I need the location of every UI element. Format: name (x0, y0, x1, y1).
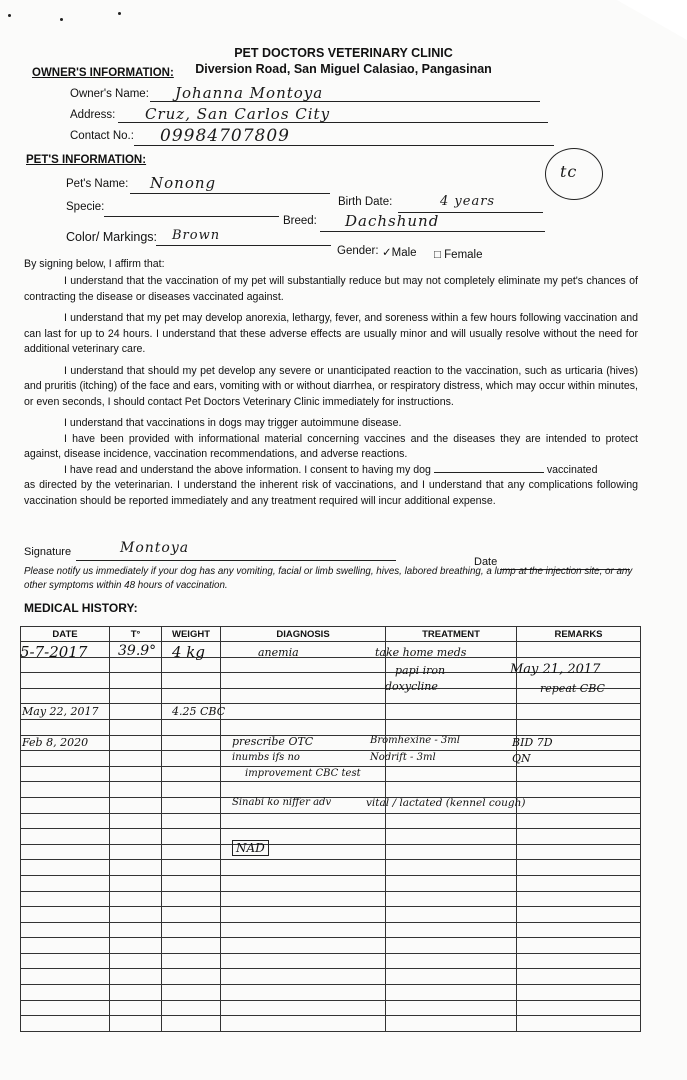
col-date: DATE (21, 627, 110, 642)
notice-text: Please notify us immediately if your dog has any vomiting, facial or limb swelling, hives, labored breathing, a lump at the injection site, or any other symptoms within 48 hours of vaccination. (24, 566, 633, 591)
gender-male-checkbox: ✓Male (382, 247, 417, 259)
table-body (21, 642, 641, 1032)
entry-r6-remarks: BID 7D (512, 736, 553, 749)
entry-r8-diagnosis: improvement CBC test (245, 768, 361, 779)
signature-label: Signature (24, 546, 72, 558)
entry-r1-temp: 39.9° (118, 643, 157, 659)
table-row (21, 1016, 641, 1032)
consent-p6-start: I have read and understand the above information. I consent to having my dog (64, 463, 431, 476)
entry-r2-treatment: papi iron (395, 664, 446, 677)
contact-value: 09984707809 (160, 126, 290, 146)
entry-r1-remarks: May 21, 2017 (510, 662, 601, 677)
birth-date-value: 4 years (440, 194, 496, 209)
table-row (21, 875, 641, 891)
clinic-address: Diversion Road, San Miguel Calasiao, Pangasinan (195, 62, 492, 76)
breed-label: Breed: (283, 215, 317, 227)
table-row (21, 642, 641, 658)
specie-label: Specie: (66, 201, 105, 213)
entry-r3-treatment: doxycline (385, 680, 438, 693)
medical-history-heading: MEDICAL HISTORY: (24, 601, 138, 615)
gender-female-checkbox: □ Female (434, 249, 483, 261)
folded-corner (617, 0, 687, 40)
vaccine-blank (434, 472, 544, 473)
owner-name-label: Owner's Name: (70, 88, 149, 100)
breed-value: Dachshund (345, 212, 440, 230)
table-row (21, 704, 641, 720)
pet-name-line (130, 193, 330, 194)
entry-r4-weight: 4.25 CBC (172, 705, 226, 718)
birth-date-label: Birth Date: (338, 196, 393, 208)
entry-r7-remarks: QN (512, 752, 531, 765)
col-weight: WEIGHT (162, 627, 221, 642)
gender-female-label: Female (444, 249, 483, 261)
circled-mark-text: tc (560, 162, 578, 181)
table-row (21, 860, 641, 876)
table-row (21, 969, 641, 985)
color-label: Color/ Markings: (66, 230, 157, 244)
scan-speck (60, 18, 63, 21)
table-row (21, 985, 641, 1001)
gender-male-label: Male (391, 247, 417, 259)
col-diagnosis: DIAGNOSIS (221, 627, 386, 642)
consent-p2: I understand that my pet may develop anorexia, lethargy, fever, and soreness within a few hours following vaccination and can last for up to 24 hours. I understand that these adverse effects are usually minor and will usually resolve without the need for additional veterinary care. (24, 312, 638, 355)
entry-r1-date: 5-7-2017 (20, 643, 88, 661)
table-row (21, 938, 641, 954)
entry-r4-date: May 22, 2017 (22, 705, 99, 718)
date-label: Date (474, 556, 498, 568)
consent-p3: I understand that should my pet develop any severe or unanticipated reaction to the vaccination, such as urticaria (hives) and pruritis (itching) of the face and ears, vomiting with or without diarrhea, or respiratory distress, which may occur within minutes, or even seconds, I should contact Pet Doctors Veterinary Clinic immediately for instructions. (24, 364, 638, 408)
table-row (21, 1000, 641, 1016)
entry-r13-diagnosis: NAD (232, 840, 269, 856)
table-row (21, 922, 641, 938)
contact-label: Contact No.: (70, 130, 134, 142)
color-value: Brown (172, 228, 221, 243)
table-row (21, 782, 641, 798)
color-line (156, 245, 331, 246)
entry-r6-date: Feb 8, 2020 (22, 736, 89, 749)
entry-r7-diagnosis: inumbs ifs no (232, 752, 300, 763)
breed-line (320, 231, 545, 232)
entry-r1-treatment: take home meds (375, 646, 467, 659)
consent-intro: By signing below, I affirm that: (24, 258, 165, 270)
entry-r1-weight: 4 kg (172, 643, 206, 661)
consent-p5: I have been provided with informational material concerning vaccines and the diseases they are intended to protect against, disease incidence, vaccination recommendations, and adverse reactions. (24, 432, 638, 460)
specie-line (104, 216, 279, 217)
entry-r6-treatment: Bromhexine - 3ml (370, 735, 460, 746)
entry-r10-treatment: vital / lactated (kennel cough) (366, 797, 526, 809)
pet-section-heading: PET'S INFORMATION: (26, 154, 147, 166)
col-treatment: TREATMENT (386, 627, 517, 642)
table-row (21, 813, 641, 829)
entry-r7-treatment: Nodrift - 3ml (370, 752, 436, 763)
table-row (21, 844, 641, 860)
consent-body (24, 274, 638, 509)
col-temp: T° (110, 627, 162, 642)
owner-name-value: Johanna Montoya (175, 84, 324, 102)
scan-speck (8, 14, 11, 17)
gender-label: Gender: (337, 245, 379, 257)
table-header-row (21, 627, 641, 642)
pet-name-label: Pet's Name: (66, 178, 129, 190)
table-row (21, 719, 641, 735)
address-value: Cruz, San Carlos City (145, 105, 331, 123)
consent-p6-end: vaccinated (546, 463, 598, 476)
consent-p4: I understand that vaccinations in dogs may trigger autoimmune disease. (64, 417, 402, 429)
signature-line (76, 560, 396, 561)
col-remarks: REMARKS (517, 627, 641, 642)
entry-r1-diagnosis: anemia (258, 646, 299, 659)
entry-r3-remarks: repeat CBC (540, 682, 605, 695)
entry-r6-diagnosis: prescribe OTC (232, 735, 314, 748)
table-row (21, 891, 641, 907)
entry-r10-diagnosis: Sinabi ko niffer adv (232, 797, 332, 808)
table-row (21, 953, 641, 969)
table-row (21, 751, 641, 767)
consent-p1: I understand that the vaccination of my pet will substantially reduce but may not completely eliminate my pet's chances of contracting the disease or diseases vaccinated against. (24, 275, 638, 303)
address-label: Address: (70, 109, 116, 121)
pet-name-value: Nonong (150, 174, 217, 192)
table-row (21, 829, 641, 845)
consent-p7: as directed by the veterinarian. I understand the inherent risk of vaccinations, and I understand that any complications following vaccination should be reported immediately and any treatment required will incur additional expense. (24, 479, 638, 507)
consent-p6 (24, 463, 638, 479)
scan-speck (118, 12, 121, 15)
table-row (21, 907, 641, 923)
clinic-name: PET DOCTORS VETERINARY CLINIC (234, 46, 453, 60)
owner-section-heading: OWNER'S INFORMATION: (32, 67, 174, 79)
signature-value: Montoya (120, 540, 190, 556)
